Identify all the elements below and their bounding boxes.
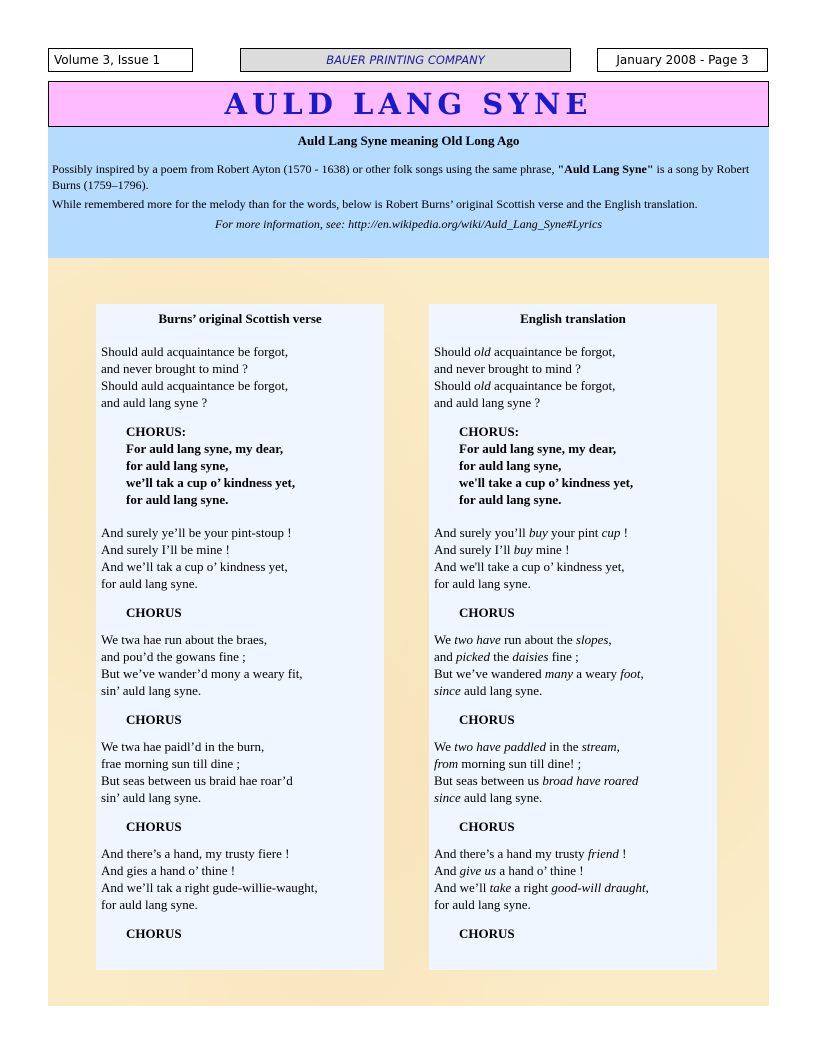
verse-3 <box>101 631 379 699</box>
verse-line: from morning sun till dine! ; <box>434 756 582 771</box>
verse-line: and never brought to mind ? <box>101 361 248 376</box>
chorus-line: for auld lang syne. <box>126 492 229 507</box>
chorus-label: CHORUS <box>126 819 182 834</box>
intro-text: Possibly inspired by a poem from Robert Ayton (1570 - 1638) or other folk songs using the same phrase, <box>52 162 558 176</box>
chorus-line: for auld lang syne, <box>459 458 562 473</box>
english-heading: English translation <box>520 311 626 326</box>
chorus-label: CHORUS <box>126 926 182 941</box>
volume-issue: Volume 3, Issue 1 <box>48 48 193 72</box>
verse-line: And surely ye’ll be your pint-stoup ! <box>101 525 292 540</box>
verse-line: sin’ auld lang syne. <box>101 683 202 698</box>
verse-line: We two have run about the slopes, <box>434 632 612 647</box>
chorus-label: CHORUS <box>459 712 515 727</box>
chorus-full <box>459 423 712 508</box>
verse-line: And there’s a hand, my trusty fiere ! <box>101 846 290 861</box>
intro-paragraph-2: While remembered more for the melody than for the words, below is Robert Burns’ original Scottish verse and the English translation. <box>52 197 698 211</box>
verse-line: Should old acquaintance be forgot, <box>434 378 616 393</box>
verse-2 <box>101 524 379 592</box>
scottish-verse-column <box>96 304 384 970</box>
verse-line: And we’ll tak a right gude-willie-waught, <box>101 880 318 895</box>
intro-heading: Auld Lang Syne meaning Old Long Ago <box>297 133 520 148</box>
verse-line: and auld lang syne ? <box>101 395 208 410</box>
verse-line: and auld lang syne ? <box>434 395 541 410</box>
verse-line: and picked the daisies fine ; <box>434 649 579 664</box>
verse-line: since auld lang syne. <box>434 683 543 698</box>
song-title-bold: "Auld Lang Syne" <box>557 162 654 176</box>
verse-line: for auld lang syne. <box>101 897 198 912</box>
verse-4 <box>101 738 379 806</box>
chorus-label: CHORUS <box>126 605 182 620</box>
intro-section <box>48 127 769 258</box>
verse-line: We two have paddled in the stream, <box>434 739 620 754</box>
verse-line: But seas between us braid hae roar’d <box>101 773 293 788</box>
verse-line: And surely I’ll be mine ! <box>101 542 230 557</box>
verse-line: And give us a hand o’ thine ! <box>434 863 584 878</box>
verse-1 <box>434 343 712 411</box>
verse-line: and never brought to mind ? <box>434 361 581 376</box>
verse-line: We twa hae paidl’d in the burn, <box>101 739 265 754</box>
verse-1 <box>101 343 379 411</box>
date-page: January 2008 - Page 3 <box>597 48 768 72</box>
verse-2 <box>434 524 712 592</box>
scottish-heading: Burns’ original Scottish verse <box>158 311 322 326</box>
chorus-label: CHORUS <box>459 605 515 620</box>
chorus-label: CHORUS <box>459 819 515 834</box>
verse-line: for auld lang syne. <box>101 576 198 591</box>
verse-line: Should auld acquaintance be forgot, <box>101 378 289 393</box>
verse-line: sin’ auld lang syne. <box>101 790 202 805</box>
chorus-line: CHORUS: <box>459 424 519 439</box>
verse-line: We twa hae run about the braes, <box>101 632 268 647</box>
verse-line: since auld lang syne. <box>434 790 543 805</box>
verse-line: And we’ll tak a cup o’ kindness yet, <box>101 559 288 574</box>
verse-5 <box>101 845 379 913</box>
intro-paragraph-1 <box>52 161 765 193</box>
chorus-line: CHORUS: <box>126 424 186 439</box>
verse-line: But seas between us broad have roared <box>434 773 639 788</box>
chorus-line: For auld lang syne, my dear, <box>126 441 284 456</box>
verse-4 <box>434 738 712 806</box>
chorus-line: we'll take a cup o’ kindness yet, <box>459 475 634 490</box>
verse-3 <box>434 631 712 699</box>
intro-text: is a song by Robert Burns (1759–1796). <box>52 162 750 192</box>
verse-line: Should old acquaintance be forgot, <box>434 344 616 359</box>
english-translation-column <box>429 304 717 970</box>
verse-line: for auld lang syne. <box>434 897 531 912</box>
chorus-line: we’ll tak a cup o’ kindness yet, <box>126 475 296 490</box>
verse-line: But we’ve wandered many a weary foot, <box>434 666 644 681</box>
chorus-line: For auld lang syne, my dear, <box>459 441 617 456</box>
verse-line: And gies a hand o’ thine ! <box>101 863 236 878</box>
chorus-label: CHORUS <box>459 926 515 941</box>
verse-line: Should auld acquaintance be forgot, <box>101 344 289 359</box>
chorus-line: for auld lang syne. <box>459 492 562 507</box>
verse-line: And there’s a hand my trusty friend ! <box>434 846 627 861</box>
chorus-line: for auld lang syne, <box>126 458 229 473</box>
verse-line: And we’ll take a right good-will draught, <box>434 880 649 895</box>
verse-line: frae morning sun till dine ; <box>101 756 241 771</box>
verse-line: and pou’d the gowans fine ; <box>101 649 246 664</box>
verse-line: And we'll take a cup o’ kindness yet, <box>434 559 625 574</box>
verse-5 <box>434 845 712 913</box>
page-title: AULD LANG SYNE <box>224 87 593 121</box>
chorus-full <box>126 423 379 508</box>
title-bar <box>48 81 769 127</box>
company-name: BAUER PRINTING COMPANY <box>240 48 571 72</box>
verse-line: for auld lang syne. <box>434 576 531 591</box>
verse-line: And surely you’ll buy your pint cup ! <box>434 525 628 540</box>
verse-line: And surely I’ll buy mine ! <box>434 542 570 557</box>
more-info-link: For more information, see: http://en.wikipedia.org/wiki/Auld_Lang_Syne#Lyrics <box>214 217 603 231</box>
verse-line: But we’ve wander’d mony a weary fit, <box>101 666 303 681</box>
chorus-label: CHORUS <box>126 712 182 727</box>
